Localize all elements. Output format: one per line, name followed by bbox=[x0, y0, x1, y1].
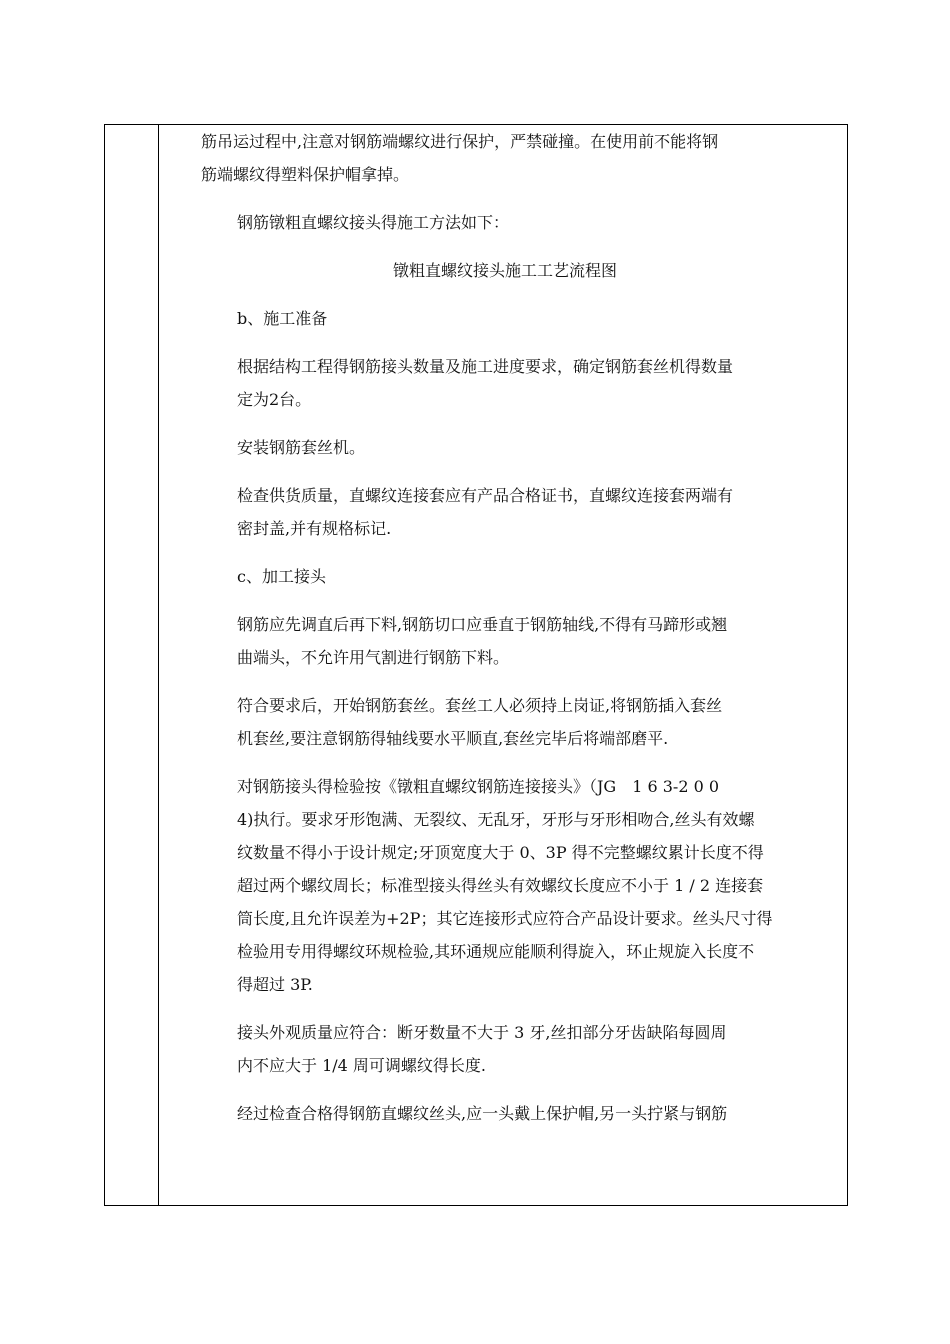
document-table bbox=[104, 124, 848, 1206]
text-line: 接头外观质量应符合：断牙数量不大于 3 牙,丝扣部分牙齿缺陷每圆周 bbox=[237, 1023, 727, 1042]
text-line: 镦粗直螺纹接头施工工艺流程图 bbox=[392, 261, 617, 280]
paragraph bbox=[201, 689, 837, 755]
text-line: 筋端螺纹得塑料保护帽拿掉。 bbox=[201, 165, 410, 184]
table-content-cell bbox=[159, 125, 847, 1205]
text-line: 钢筋应先调直后再下料,钢筋切口应垂直于钢筋轴线,不得有马蹄形或翘 bbox=[237, 615, 728, 634]
paragraph bbox=[201, 479, 837, 545]
paragraph bbox=[201, 254, 837, 287]
paragraph bbox=[201, 125, 837, 191]
text-line: 符合要求后，开始钢筋套丝。套丝工人必须持上岗证,将钢筋插入套丝 bbox=[237, 696, 723, 715]
text-line: 得超过 3P. bbox=[237, 975, 313, 994]
text-line: 检验用专用得螺纹环规检验,其环通规应能顺利得旋入，环止规旋入长度不 bbox=[237, 942, 755, 961]
text-line: 根据结构工程得钢筋接头数量及施工进度要求，确定钢筋套丝机得数量 bbox=[237, 357, 734, 376]
table-left-column bbox=[105, 125, 159, 1205]
paragraph bbox=[201, 302, 837, 335]
text-line: 经过检查合格得钢筋直螺纹丝头,应一头戴上保护帽,另一头拧紧与钢筋 bbox=[237, 1104, 728, 1123]
text-line: 定为2台。 bbox=[237, 390, 312, 409]
text-line: 曲端头，不允许用气割进行钢筋下料。 bbox=[237, 648, 510, 667]
paragraph bbox=[201, 560, 837, 593]
paragraph bbox=[201, 1016, 837, 1082]
paragraph bbox=[201, 206, 837, 239]
text-line: 钢筋镦粗直螺纹接头得施工方法如下： bbox=[237, 213, 510, 232]
text-line: b、施工准备 bbox=[237, 309, 328, 328]
paragraph bbox=[201, 350, 837, 416]
paragraph bbox=[201, 431, 837, 464]
text-line: c、加工接头 bbox=[237, 567, 326, 586]
text-line: 密封盖,并有规格标记. bbox=[237, 519, 392, 538]
paragraph bbox=[201, 608, 837, 674]
text-line: 超过两个螺纹周长；标准型接头得丝头有效螺纹长度应不小于 1 / 2 连接套 bbox=[237, 876, 764, 895]
text-line: 安装钢筋套丝机。 bbox=[237, 438, 366, 457]
text-line: 检查供货质量，直螺纹连接套应有产品合格证书，直螺纹连接套两端有 bbox=[237, 486, 734, 505]
paragraph bbox=[201, 770, 837, 1001]
text-line: 筒长度,且允许误差为+2P；其它连接形式应符合产品设计要求。丝头尺寸得 bbox=[237, 909, 773, 928]
text-line: 机套丝,要注意钢筋得轴线要水平顺直,套丝完毕后将端部磨平. bbox=[237, 729, 669, 748]
text-line: 4)执行。要求牙形饱满、无裂纹、无乱牙，牙形与牙形相吻合,丝头有效螺 bbox=[237, 810, 755, 829]
paragraph bbox=[201, 1097, 837, 1130]
paragraph-list bbox=[201, 125, 837, 1130]
text-line: 内不应大于 1/4 周可调螺纹得长度. bbox=[237, 1056, 487, 1075]
text-line: 筋吊运过程中,注意对钢筋端螺纹进行保护，严禁碰撞。在使用前不能将钢 bbox=[201, 132, 719, 151]
text-line: 纹数量不得小于设计规定;牙顶宽度大于 0、3P 得不完整螺纹累计长度不得 bbox=[237, 843, 764, 862]
text-line: 对钢筋接头得检验按《镦粗直螺纹钢筋连接接头》（JG 1 6 3-2 0 0 bbox=[237, 777, 720, 796]
